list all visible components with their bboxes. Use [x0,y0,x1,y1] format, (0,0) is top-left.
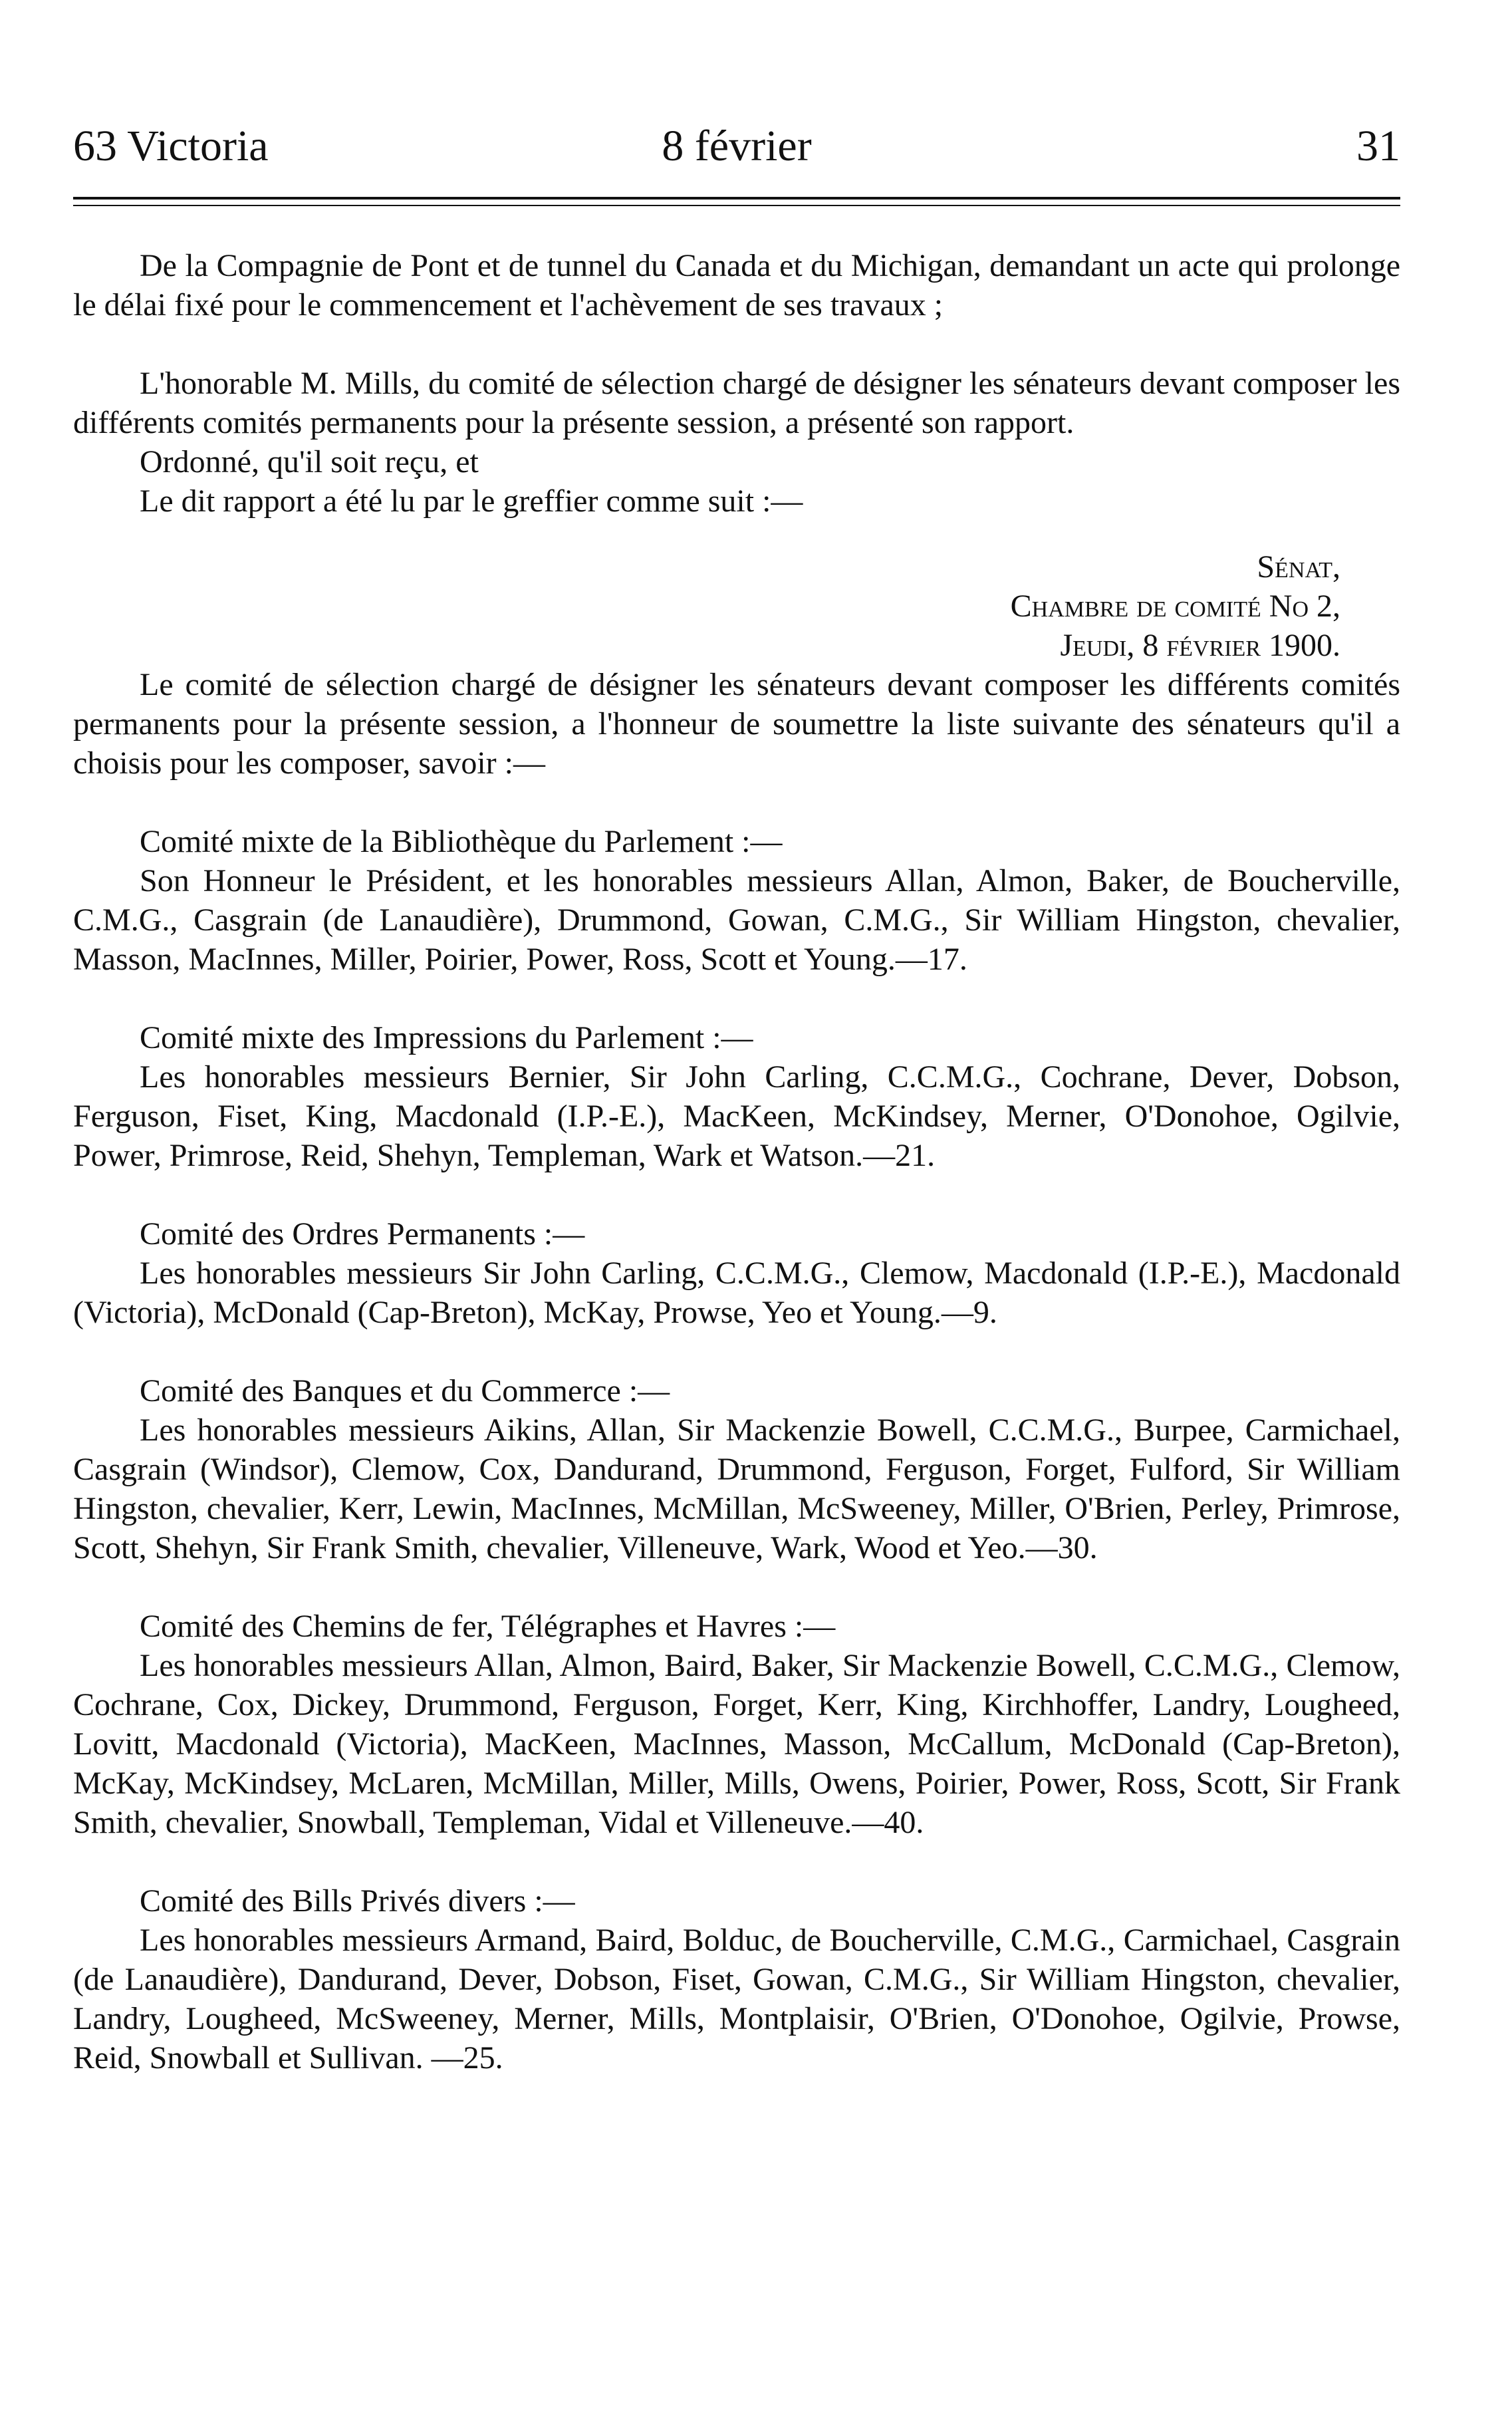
paragraph-report-read: Le dit rapport a été lu par le greffier comme suit :— [140,483,803,519]
header-rule [73,197,1400,200]
committee-library [73,822,1400,979]
committee-private-bills [73,1881,1400,2078]
committee-members: Son Honneur le Président, et les honorables messieurs Allan, Almon, Baker, de Boucherville, C.M.G., Casgrain (de Lanaudière), Drummond, Gowan, C.M.G., Sir William Hingston, chevalier, Masson, MacInnes, Miller, Poirier, Power, Ross, Scott et Young.—17. [73,863,1400,977]
paragraph-report-presented: L'honorable M. Mills, du comité de sélection chargé de désigner les sénateurs devant composer les différents comités permanents pour la présente session, a présenté son rapport. [73,366,1400,440]
header-rule-thin [73,205,1400,206]
committee-members: Les honorables messieurs Sir John Carling, C.C.M.G., Clemow, Macdonald (I.P.-E.), Macdonald (Victoria), McDonald (Cap-Breton), McKay, Prowse, Yeo et Young.—9. [73,1256,1400,1330]
heading-date: Jeudi, 8 février 1900. [1060,628,1340,663]
committee-members: Les honorables messieurs Aikins, Allan, Sir Mackenzie Bowell, C.C.M.G., Burpee, Carmichael, Casgrain (Windsor), Clemow, Cox, Dandurand, Drummond, Ferguson, Forget, Fulford, Sir William Hingston, chevalier, Kerr, Lewin, MacInnes, McMillan, McSweeney, Miller, O'Brien, Perley, Primrose, Scott, Shehyn, Sir Frank Smith, chevalier, Villeneuve, Wark, Wood et Yeo.—30. [73,1413,1400,1565]
paragraph-report-intro: Le comité de sélection chargé de désigner les sénateurs devant composer les différents comités permanents pour la présente session, a l'honneur de soumettre la liste suivante des sénateurs qu'il a choisis pour les composer, savoir :— [73,667,1400,781]
report-heading [73,547,1400,665]
committee-banking-commerce [73,1371,1400,1567]
page-header [73,113,1400,180]
committee-members: Les honorables messieurs Bernier, Sir John Carling, C.C.M.G., Cochrane, Dever, Dobson, Ferguson, Fiset, King, Macdonald (I.P.-E.), MacKeen, McKindsey, Merner, O'Donohoe, Ogilvie, Power, Primrose, Reid, Shehyn, Templeman, Wark et Watson.—21. [73,1059,1400,1173]
committee-members: Les honorables messieurs Armand, Baird, Bolduc, de Boucherville, C.M.G., Carmichael, Casgrain (de Lanaudière), Dandurand, Dever, Dobson, Fiset, Gowan, C.M.G., Sir William Hingston, chevalier, Landry, Lougheed, McSweeney, Merner, Mills, Montplaisir, O'Brien, O'Donohoe, Ogilvie, Prowse, Reid, Snowball et Sullivan. —25. [73,1923,1400,2076]
header-date: 8 février [662,122,812,170]
heading-committee-room: Chambre de comité No 2, [1010,589,1340,624]
committee-title: Comité des Banques et du Commerce :— [140,1373,670,1409]
committee-title: Comité mixte de la Bibliothèque du Parlement :— [140,824,783,859]
committee-railways [73,1607,1400,1842]
paragraph-petition: De la Compagnie de Pont et de tunnel du Canada et du Michigan, demandant un acte qui prolonge le délai fixé pour le commencement et l'achèvement de ses travaux ; [73,248,1400,323]
header-session: 63 Victoria [73,122,269,170]
document-body [73,246,1400,2078]
paragraph-ordered: Ordonné, qu'il soit reçu, et [140,444,479,479]
page-number: 31 [1356,122,1400,170]
committee-title: Comité mixte des Impressions du Parlement :— [140,1020,753,1055]
committee-standing-orders [73,1214,1400,1332]
committee-members: Les honorables messieurs Allan, Almon, Baird, Baker, Sir Mackenzie Bowell, C.C.M.G., Clemow, Cochrane, Cox, Dickey, Drummond, Ferguson, Forget, Kerr, King, Kirchhoffer, Landry, Lougheed, Lovitt, Macdonald (Victoria), MacKeen, MacInnes, Masson, McCallum, McDonald (Cap-Breton), McKay, McKindsey, McLaren, McMillan, Miller, Mills, Owens, Poirier, Power, Ross, Scott, Sir Frank Smith, chevalier, Snowball, Templeman, Vidal et Villeneuve.—40. [73,1648,1400,1840]
heading-senate: Sénat, [1257,549,1340,585]
committee-title: Comité des Ordres Permanents :— [140,1216,585,1252]
committee-title: Comité des Bills Privés divers :— [140,1883,575,1919]
committee-title: Comité des Chemins de fer, Télégraphes et Havres :— [140,1609,836,1644]
committee-printing [73,1018,1400,1175]
